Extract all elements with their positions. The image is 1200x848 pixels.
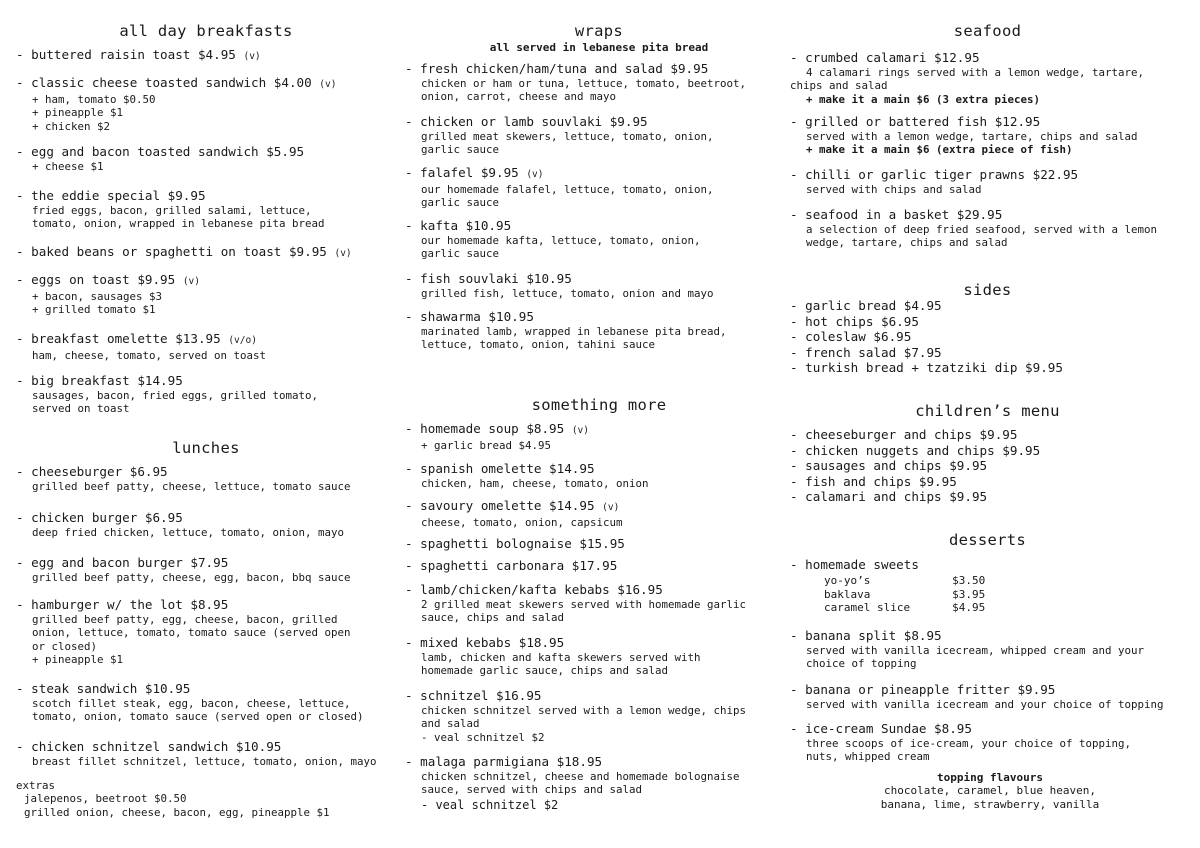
extras-line: jalepenos, beetroot $0.50 [24, 792, 187, 806]
menu-item-name: - shawarma $10.95 [405, 309, 534, 324]
menu-item-name: - spanish omelette $14.95 [405, 461, 595, 476]
topping-flavours [790, 771, 1190, 812]
menu-item-name: - seafood in a basket $29.95 [790, 207, 1003, 222]
sweet-price: $3.95 [952, 587, 986, 601]
menu-item-title [405, 688, 780, 704]
menu-item-title [405, 421, 780, 439]
menu-item [405, 536, 780, 552]
section-heading: wraps [574, 22, 624, 40]
section-childrens-menu [790, 402, 1185, 420]
menu-item [405, 582, 780, 625]
menu-item-name: - malaga parmigiana $18.95 [405, 754, 603, 769]
menu-item [405, 635, 780, 678]
menu-item-description: served with vanilla icecream, whipped cream and your [806, 644, 1145, 657]
menu-item [16, 555, 396, 584]
menu-item-name: - crumbed calamari $12.95 [790, 50, 980, 65]
menu-item-description: 2 grilled meat skewers served with homemade garlic [421, 598, 747, 611]
menu-item-description: garlic sauce [421, 247, 500, 261]
sweets-table [824, 574, 985, 615]
topping-line: chocolate, caramel, blue heaven, [884, 784, 1096, 797]
menu-item [405, 461, 780, 490]
menu-item-name: - spaghetti bolognaise $15.95 [405, 536, 625, 551]
menu-item [790, 50, 1185, 106]
menu-item-title [16, 75, 396, 93]
section-heading: sides [963, 281, 1012, 299]
menu-item-name: - grilled or battered fish $12.95 [790, 114, 1041, 129]
section-lunches [16, 439, 396, 457]
menu-item-description: breast fillet schnitzel, lettuce, tomato, onion, mayo [32, 755, 377, 768]
menu-item-name: - baked beans or spaghetti on toast $9.95 [16, 244, 327, 259]
menu-item-name: - spaghetti carbonara $17.95 [405, 558, 618, 573]
menu-item [405, 498, 780, 529]
topping-line: banana, lime, strawberry, vanilla [880, 798, 1100, 811]
menu-item-name: - banana or pineapple fritter $9.95 [790, 682, 1056, 697]
list-item: - sausages and chips $9.95 [790, 458, 988, 474]
menu-item-title [790, 114, 1185, 130]
dietary-tag: (v) [319, 79, 337, 90]
menu-item-name: - ice-cream Sundae $8.95 [790, 721, 972, 736]
section-all-day-breakfasts [16, 22, 396, 40]
menu-item-name: - chilli or garlic tiger prawns $22.95 [790, 167, 1079, 182]
menu-item [16, 47, 396, 65]
menu-item-title [16, 464, 396, 480]
sweet-price: $4.95 [952, 601, 986, 615]
menu-item-name: - chicken or lamb souvlaki $9.95 [405, 114, 648, 129]
menu-item-description: grilled fish, lettuce, tomato, onion and mayo [421, 287, 714, 300]
menu-item [790, 207, 1185, 250]
menu-item [790, 682, 1185, 711]
sweets-row [824, 588, 985, 602]
menu-item-title [16, 555, 396, 571]
menu-item-title [16, 188, 396, 204]
menu-item-name: - fish souvlaki $10.95 [405, 271, 572, 286]
menu-item [16, 464, 396, 493]
menu-item [405, 688, 780, 744]
menu-item [16, 510, 396, 539]
menu-item-name: - homemade soup $8.95 [405, 421, 565, 436]
section-wraps [405, 22, 793, 54]
menu-item-title [405, 114, 780, 130]
menu-item [405, 271, 780, 300]
menu-item-name: - chicken schnitzel sandwich $10.95 [16, 739, 282, 754]
menu-item-description: sausages, bacon, fried eggs, grilled tomato, [32, 389, 319, 402]
menu-item-description: + chicken $2 [32, 119, 111, 133]
menu-item-title [16, 331, 396, 349]
menu-item-title [405, 309, 780, 325]
menu-item-description: + garlic bread $4.95 [421, 439, 552, 452]
list-item: - turkish bread + tzatziki dip $9.95 [790, 360, 1063, 376]
menu-item-title [16, 47, 396, 65]
menu-item [16, 597, 396, 667]
menu-item-title [16, 681, 396, 697]
section-heading: lunches [172, 439, 240, 457]
dietary-tag: (v/o) [228, 335, 257, 346]
menu-item-name: - fresh chicken/ham/tuna and salad $9.95 [405, 61, 709, 76]
menu-item-description: + pineapple $1 [32, 653, 124, 667]
menu-item-name: - savoury omelette $14.95 [405, 498, 595, 513]
section-subtitle: all served in lebanese pita bread [489, 41, 709, 54]
list-item: - french salad $7.95 [790, 344, 942, 360]
menu-item-description: grilled beef patty, cheese, lettuce, tomato sauce [32, 480, 351, 493]
menu-item-name: - steak sandwich $10.95 [16, 681, 191, 696]
menu-item-title [405, 536, 780, 552]
menu-item-description: grilled meat skewers, lettuce, tomato, onion, [421, 130, 714, 143]
menu-item-upgrade: + make it a main $6 (extra piece of fish) [806, 143, 1073, 157]
menu-item [16, 272, 396, 317]
menu-item [405, 165, 780, 210]
menu-item-description: served with vanilla icecream and your choice of topping [806, 698, 1164, 711]
menu-item-description: our homemade falafel, lettuce, tomato, onion, [421, 183, 714, 196]
menu-item [16, 739, 396, 768]
menu-item-title [790, 50, 1185, 66]
menu-item-title [790, 207, 1185, 223]
menu-item-title [405, 61, 780, 77]
menu-item [16, 331, 396, 362]
menu-item-title [405, 582, 780, 598]
list-item: - fish and chips $9.95 [790, 473, 957, 489]
list-item: - calamari and chips $9.95 [790, 489, 988, 505]
homemade-sweets [790, 557, 1185, 615]
menu-item-title [16, 144, 396, 160]
menu-item-description: chicken or ham or tuna, lettuce, tomato, beetroot, [421, 77, 747, 90]
menu-item [16, 75, 396, 133]
menu-item-description: chicken schnitzel, cheese and homemade bolognaise [421, 770, 740, 783]
menu-item-description: scotch fillet steak, egg, bacon, cheese, lettuce, [32, 697, 351, 710]
sweet-price: $3.50 [952, 574, 986, 587]
menu-item [790, 167, 1185, 196]
menu-item-description: wedge, tartare, chips and salad [806, 236, 1008, 250]
menu-item-title [16, 272, 396, 290]
menu-item [16, 373, 396, 416]
section-heading: children’s menu [915, 402, 1060, 420]
menu-item [405, 114, 780, 157]
sweet-name: caramel slice [824, 601, 911, 615]
menu-item-description: lettuce, tomato, onion, tahini sauce [421, 338, 656, 352]
menu-item-title [405, 165, 780, 183]
menu-item-name: - egg and bacon burger $7.95 [16, 555, 229, 570]
menu-item-description: served with a lemon wedge, tartare, chips and salad [806, 130, 1138, 143]
menu-item-description: fried eggs, bacon, grilled salami, lettuce, [32, 204, 312, 217]
menu-item-name: - falafel $9.95 [405, 165, 519, 180]
menu-item-description: chicken, ham, cheese, tomato, onion [421, 477, 649, 490]
dietary-tag: (v) [602, 502, 620, 513]
menu-item-description: served with chips and salad [806, 183, 982, 196]
menu-item [790, 721, 1185, 764]
menu-item-description: tomato, onion, tomato sauce (served open or closed) [32, 710, 364, 724]
menu-item-title [16, 244, 396, 262]
menu-item-description: our homemade kafta, lettuce, tomato, onion, [421, 234, 701, 247]
dietary-tag: (v) [526, 169, 544, 180]
extras-line: grilled onion, cheese, bacon, egg, pineapple $1 [24, 805, 330, 819]
sweet-name: yo-yo’s [824, 574, 871, 587]
extras-block [16, 779, 396, 819]
section-heading: something more [531, 396, 667, 414]
menu-item-name: - chicken burger $6.95 [16, 510, 183, 525]
menu-item-title [405, 558, 780, 574]
menu-item-title [405, 635, 780, 651]
menu-item-name: - eggs on toast $9.95 [16, 272, 176, 287]
menu-item-description: deep fried chicken, lettuce, tomato, onion, mayo [32, 526, 345, 539]
menu-item-description: sauce, served with chips and salad [421, 783, 643, 797]
menu-item-description: + ham, tomato $0.50 [32, 93, 156, 106]
menu-item-description: garlic sauce [421, 143, 500, 157]
menu-item-description: chicken schnitzel served with a lemon wedge, chips [421, 704, 747, 717]
menu-item-title [405, 218, 780, 234]
menu-item-name: - mixed kebabs $18.95 [405, 635, 565, 650]
menu-item-name: - classic cheese toasted sandwich $4.00 [16, 75, 312, 90]
section-desserts [790, 531, 1185, 549]
menu-item-title [790, 682, 1185, 698]
menu-item [16, 188, 396, 231]
dietary-tag: (v) [571, 425, 589, 436]
menu-item-name: - hamburger w/ the lot $8.95 [16, 597, 229, 612]
menu-item-description: choice of topping [806, 657, 917, 671]
menu-item-description: garlic sauce [421, 196, 500, 210]
sweet-name: baklava [824, 587, 871, 601]
menu-item-name: - schnitzel $16.95 [405, 688, 542, 703]
menu-item-title [790, 628, 1185, 644]
menu-item-description: onion, lettuce, tomato, tomato sauce (served open [32, 626, 351, 640]
menu-item-description: three scoops of ice-cream, your choice of topping, [806, 737, 1132, 750]
menu-item-description: onion, carrot, cheese and mayo [421, 90, 617, 104]
menu-item-title [790, 167, 1185, 183]
menu-item-name: - homemade sweets [790, 557, 919, 572]
dietary-tag: (v) [182, 276, 200, 287]
menu-item-title [405, 271, 780, 287]
menu-item-title [405, 498, 780, 516]
list-item: - hot chips $6.95 [790, 313, 919, 329]
menu-item-title [405, 461, 780, 477]
sweets-row [824, 601, 985, 615]
menu-item-name: - big breakfast $14.95 [16, 373, 183, 388]
menu-item-description: + bacon, sausages $3 [32, 290, 163, 303]
list-item: - garlic bread $4.95 [790, 298, 942, 313]
menu-item-description: + cheese $1 [32, 160, 104, 173]
menu-item [790, 114, 1185, 157]
section-seafood [790, 22, 1185, 40]
menu-item-description: chips and salad [790, 79, 888, 93]
menu-item-description: a selection of deep fried seafood, served with a lemon [806, 223, 1158, 236]
menu-item-name: - egg and bacon toasted sandwich $5.95 [16, 144, 305, 159]
section-heading: desserts [948, 531, 1027, 549]
menu-item [405, 754, 780, 813]
menu-item-description: grilled beef patty, egg, cheese, bacon, grilled [32, 613, 338, 626]
section-something-more [405, 396, 793, 414]
menu-item-title [16, 510, 396, 526]
menu-item-title [16, 739, 396, 755]
menu-item-description: homemade garlic sauce, chips and salad [421, 664, 669, 678]
menu-item [405, 421, 780, 452]
menu-item [16, 144, 396, 173]
menu-item-description: + pineapple $1 [32, 106, 124, 120]
menu-item-description: cheese, tomato, onion, capsicum [421, 516, 623, 529]
menu-item-description: tomato, onion, wrapped in lebanese pita bread [32, 217, 325, 231]
sweets-row [824, 574, 985, 588]
menu-item-description: sauce, chips and salad [421, 611, 565, 625]
section-heading: seafood [953, 22, 1022, 40]
list-item: - coleslaw $6.95 [790, 329, 912, 345]
menu-item-title [405, 754, 780, 770]
menu-item-name: - buttered raisin toast $4.95 [16, 47, 236, 62]
menu-item-name: - kafta $10.95 [405, 218, 512, 233]
menu-item [790, 628, 1185, 671]
menu-item-title [790, 721, 1185, 737]
menu-item [405, 558, 780, 574]
menu-item-name: - cheeseburger $6.95 [16, 464, 168, 479]
menu-item-name: - banana split $8.95 [790, 628, 942, 643]
menu-item-description: ham, cheese, tomato, served on toast [32, 349, 267, 362]
list-item: - chicken nuggets and chips $9.95 [790, 442, 1041, 458]
menu-item-name: - breakfast omelette $13.95 [16, 331, 221, 346]
menu-item-description: and salad [421, 717, 480, 731]
menu-item-description: 4 calamari rings served with a lemon wedge, tartare, [806, 66, 1145, 79]
menu-item-description: - veal schnitzel $2 [421, 730, 545, 744]
menu-item-description: served on toast [32, 402, 130, 416]
menu-item-description: + grilled tomato $1 [32, 303, 156, 317]
menu-item-description: lamb, chicken and kafta skewers served with [421, 651, 701, 664]
menu-item-description: nuts, whipped cream [806, 750, 930, 764]
menu-item-name: - the eddie special $9.95 [16, 188, 206, 203]
menu-item-description: marinated lamb, wrapped in lebanese pita bread, [421, 325, 727, 338]
list-item: - cheeseburger and chips $9.95 [790, 427, 1018, 442]
menu-item [405, 61, 780, 104]
dietary-tag: (v) [334, 248, 352, 259]
menu-item [405, 309, 780, 352]
menu-item-title [16, 597, 396, 613]
menu-item-upgrade: + make it a main $6 (3 extra pieces) [806, 92, 1041, 106]
menu-item [405, 218, 780, 261]
menu-item [16, 244, 396, 262]
menu-item-option: - veal schnitzel $2 [421, 797, 559, 812]
menu-item-description: or closed) [32, 639, 98, 653]
menu-item-title [16, 373, 396, 389]
section-sides [790, 281, 1185, 299]
menu-item [16, 681, 396, 724]
topping-heading: topping flavours [937, 771, 1043, 784]
menu-item-name: - lamb/chicken/kafta kebabs $16.95 [405, 582, 663, 597]
dietary-tag: (v) [243, 51, 261, 62]
extras-heading: extras [16, 779, 56, 792]
menu-item-description: grilled beef patty, cheese, egg, bacon, bbq sauce [32, 571, 351, 584]
section-heading: all day breakfasts [119, 22, 293, 40]
